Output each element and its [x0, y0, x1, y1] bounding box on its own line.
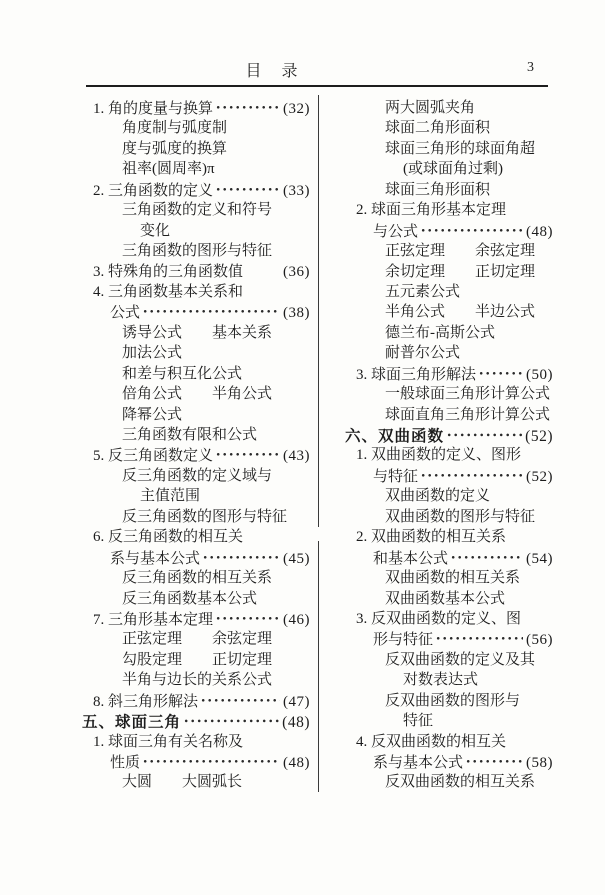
- toc-line: [345, 343, 553, 363]
- toc-entry-text: 系与基本公式: [110, 550, 201, 567]
- toc-line: [345, 200, 553, 220]
- toc-line: [345, 445, 553, 465]
- toc-entry-text: 公式: [110, 305, 141, 322]
- toc-entry-text: 反双曲函数的相互关系: [385, 774, 536, 791]
- toc-line: [345, 405, 553, 425]
- toc-line: [345, 98, 553, 118]
- toc-entry-text: 六、双曲函数: [345, 427, 445, 445]
- toc-entry-text: 3. 特殊角的三角函数值: [93, 263, 244, 280]
- toc-page-ref: (36): [283, 263, 310, 280]
- toc-entry-text: 对数表达式: [403, 672, 479, 689]
- toc-page-ref: (47): [283, 693, 310, 710]
- toc-line: [82, 425, 310, 445]
- toc-entry-text: 5. 反三角函数定义: [93, 448, 214, 465]
- toc-line: [82, 589, 310, 609]
- toc-column-left: [82, 98, 310, 793]
- toc-line: [82, 445, 310, 465]
- toc-page-ref: (38): [283, 305, 310, 322]
- toc-entry-text: 双曲函数的定义: [385, 488, 491, 505]
- toc-line: [82, 98, 310, 118]
- toc-entry-text: 1. 球面三角有关名称及: [93, 733, 244, 750]
- toc-page-ref: (32): [283, 101, 310, 117]
- dot-leader: [143, 302, 280, 317]
- toc-line: [345, 732, 553, 752]
- toc-entry-text: 角度制与弧度制: [122, 120, 228, 137]
- toc-line: [82, 752, 310, 772]
- toc-line: [82, 670, 310, 690]
- toc-entry-text: 2. 球面三角形基本定理: [356, 202, 507, 219]
- toc-entry-text: 特征: [403, 713, 434, 730]
- toc-line: [82, 732, 310, 752]
- toc-line: [345, 384, 553, 404]
- toc-entry-text: 反三角函数的相互关系: [122, 570, 273, 587]
- toc-line: [345, 262, 553, 282]
- toc-entry-text: 一般球面三角形计算公式: [385, 386, 551, 403]
- toc-line: [82, 343, 310, 363]
- toc-line: [82, 772, 310, 792]
- page-title: 目 录: [245, 63, 300, 80]
- toc-line: [345, 323, 553, 343]
- toc-entry-text: 三角函数的图形与特征: [122, 243, 273, 260]
- toc-line: [82, 609, 310, 629]
- toc-line: [82, 241, 310, 261]
- toc-entry-text: 反三角函数的定义域与: [122, 467, 273, 484]
- dot-leader: [216, 609, 280, 624]
- toc-line: [82, 384, 310, 404]
- toc-line: [345, 711, 553, 731]
- toc-line: [345, 139, 553, 159]
- toc-entry-text: 诱导公式 基本关系: [122, 324, 273, 341]
- toc-entry-text: 双曲函数的相互关系: [385, 570, 521, 587]
- dot-leader: [216, 98, 280, 113]
- toc-column-right: [345, 98, 553, 793]
- toc-entry-text: (或球面角过剩): [403, 161, 503, 178]
- toc-line: [82, 691, 310, 711]
- toc-entry-text: 大圆 大圆弧长: [122, 774, 243, 791]
- toc-line: [82, 568, 310, 588]
- toc-entry-text: 7. 三角形基本定理: [93, 611, 214, 628]
- dot-leader: [201, 691, 280, 706]
- toc-line: [345, 629, 553, 649]
- toc-entry-text: 反三角函数的图形与特征: [122, 508, 288, 525]
- toc-entry-text: 反双曲函数的图形与: [385, 692, 521, 709]
- toc-line: [82, 711, 310, 731]
- toc-page-ref: (45): [283, 550, 310, 567]
- toc-entry-text: 和基本公式: [373, 550, 449, 567]
- toc-entry-text: 2. 双曲函数的相互关系: [356, 529, 507, 546]
- toc-page-ref: (54): [526, 550, 553, 567]
- dot-leader: [447, 425, 522, 441]
- toc-entry-text: 半角与边长的关系公式: [122, 672, 273, 689]
- toc-entry-text: 8. 斜三角形解法: [93, 693, 199, 710]
- toc-line: [345, 670, 553, 690]
- toc-line: [345, 609, 553, 629]
- dot-leader: [143, 752, 280, 767]
- toc-line: [82, 302, 310, 322]
- toc-line: [345, 527, 553, 547]
- toc-entry-text: 性质: [110, 755, 141, 771]
- toc-entry-text: 与特征: [373, 468, 419, 485]
- page-number: 3: [527, 60, 534, 75]
- column-divider: [318, 95, 319, 792]
- toc-line: [345, 466, 553, 486]
- toc-line: [345, 486, 553, 506]
- toc-entry-text: 3. 反双曲函数的定义、图: [356, 610, 522, 627]
- toc-line: [345, 691, 553, 711]
- toc-entry-text: 倍角公式 半角公式: [122, 386, 273, 403]
- toc-line: [82, 364, 310, 384]
- toc-page-ref: (48): [526, 223, 553, 240]
- dot-leader: [479, 364, 523, 379]
- toc-page-ref: (56): [526, 632, 553, 649]
- toc-line: [82, 548, 310, 568]
- toc-entry-text: 半角公式 半边公式: [385, 304, 536, 321]
- toc-entry-text: 余切定理 正切定理: [385, 263, 536, 280]
- toc-line: [345, 180, 553, 200]
- toc-entry-text: 球面直角三角形计算公式: [385, 406, 551, 423]
- toc-page-ref: (48): [282, 713, 310, 731]
- toc-line: [345, 118, 553, 138]
- dot-leader: [216, 445, 280, 460]
- header-rule: [86, 85, 548, 87]
- toc-entry-text: 3. 球面三角形解法: [356, 366, 477, 383]
- dot-leader: [466, 752, 523, 767]
- toc-entry-text: 和差与积互化公式: [122, 365, 243, 382]
- toc-entry-text: 1. 角的度量与换算: [93, 101, 214, 117]
- toc-entry-text: 反双曲函数的定义及其: [385, 651, 536, 668]
- toc-entry-text: 主值范围: [140, 488, 201, 505]
- toc-entry-text: 反三角函数基本公式: [122, 590, 258, 607]
- toc-entry-text: 两大圆弧夹角: [385, 100, 476, 116]
- toc-entry-text: 球面三角形的球面角超: [385, 140, 536, 157]
- toc-entry-text: 球面三角形面积: [385, 181, 491, 198]
- toc-entry-text: 形与特征: [373, 632, 434, 649]
- toc-line: [345, 772, 553, 792]
- dot-leader: [216, 180, 280, 195]
- toc-line: [345, 568, 553, 588]
- toc-entry-text: 与公式: [373, 223, 419, 240]
- toc-entry-text: 正弦定理 余弦定理: [122, 631, 273, 648]
- toc-entry-text: 三角函数的定义和符号: [122, 202, 273, 219]
- toc-page-ref: (48): [283, 755, 310, 771]
- toc-entry-text: 2. 三角函数的定义: [93, 182, 214, 199]
- dot-leader: [184, 711, 279, 727]
- toc-page-ref: (52): [526, 468, 553, 485]
- toc-line: [345, 650, 553, 670]
- dot-leader: [436, 629, 523, 644]
- toc-line: [345, 548, 553, 568]
- dot-leader: [451, 548, 523, 563]
- toc-line: [345, 159, 553, 179]
- toc-line: [345, 589, 553, 609]
- toc-entry-text: 降幂公式: [122, 406, 183, 423]
- toc-entry-text: 加法公式: [122, 345, 183, 362]
- toc-line: [82, 159, 310, 179]
- toc-line: [345, 425, 553, 445]
- toc-page-ref: (43): [283, 448, 310, 465]
- toc-entry-text: 五元素公式: [385, 283, 461, 300]
- toc-entry-text: 耐普尔公式: [385, 345, 461, 362]
- toc-page-ref: (52): [525, 427, 553, 445]
- toc-line: [82, 466, 310, 486]
- toc-line: [82, 405, 310, 425]
- toc-entry-text: 度与弧度的换算: [122, 140, 228, 157]
- toc-line: [345, 282, 553, 302]
- toc-line: [82, 507, 310, 527]
- toc-line: [345, 221, 553, 241]
- toc-entry-text: 4. 反双曲函数的相互关: [356, 733, 507, 750]
- toc-entry-text: 6. 反三角函数的相互关: [93, 529, 244, 546]
- toc-page-ref: (33): [283, 182, 310, 199]
- toc-line: [345, 364, 553, 384]
- toc-line: [82, 221, 310, 241]
- toc-entry-text: 五、球面三角: [82, 713, 182, 731]
- toc-entry-text: 德兰布-高斯公式: [385, 324, 495, 341]
- toc-page-ref: (50): [526, 366, 553, 383]
- dot-leader: [421, 221, 523, 236]
- toc-entry-text: 勾股定理 正切定理: [122, 651, 273, 668]
- dot-leader: [421, 466, 523, 481]
- toc-line: [82, 323, 310, 343]
- toc-line: [345, 507, 553, 527]
- toc-line: [82, 650, 310, 670]
- toc-line: [82, 282, 310, 302]
- toc-entry-text: 4. 三角函数基本关系和: [93, 283, 244, 300]
- toc-line: [82, 118, 310, 138]
- toc-line: [82, 629, 310, 649]
- toc-entry-text: 双曲函数的图形与特征: [385, 508, 536, 525]
- toc-line: [82, 486, 310, 506]
- toc-line: [82, 200, 310, 220]
- toc-entry-text: 三角函数有限和公式: [122, 427, 258, 443]
- toc-entry-text: 双曲函数基本公式: [385, 590, 506, 607]
- toc-entry-text: 球面二角形面积: [385, 120, 491, 137]
- toc-line: [82, 262, 310, 282]
- toc-page-ref: (46): [283, 611, 310, 628]
- toc-line: [82, 139, 310, 159]
- toc-page-ref: (58): [526, 755, 553, 771]
- toc-entry-text: 祖率(圆周率)π: [122, 161, 215, 178]
- toc-line: [345, 752, 553, 772]
- toc-line: [345, 302, 553, 322]
- toc-entry-text: 变化: [140, 222, 171, 239]
- toc-line: [345, 241, 553, 261]
- toc-entry-text: 正弦定理 余弦定理: [385, 243, 536, 260]
- toc-line: [82, 527, 310, 547]
- toc-line: [82, 180, 310, 200]
- dot-leader: [203, 548, 280, 563]
- toc-entry-text: 系与基本公式: [373, 755, 464, 771]
- toc-entry-text: 1. 双曲函数的定义、图形: [356, 447, 522, 464]
